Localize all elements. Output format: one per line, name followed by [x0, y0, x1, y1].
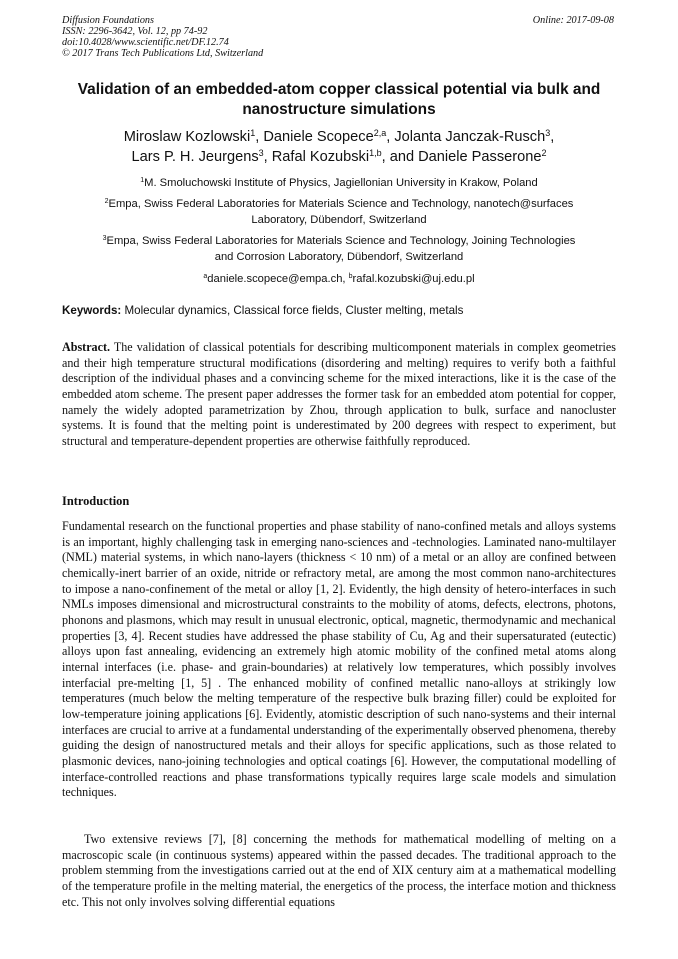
affiliation-sup: 2	[104, 198, 109, 205]
author-separator: ,	[263, 149, 272, 165]
author-name: Lars P. H. Jeurgens	[131, 149, 259, 165]
journal-name: Diffusion Foundations	[62, 15, 154, 26]
affiliation-line	[62, 197, 616, 213]
paper-title	[62, 80, 616, 120]
abstract	[62, 340, 616, 450]
intro-paragraph-1: Fundamental research on the functional properties and phase stability of nano-confined metals and alloys systems is an important, highly challenging task in emerging nano-sciences and -technologies. Laminated nano-multilayer (NML) material systems, in which nano-layers (thickness < 10 nm) of a metal or an alloy are confined between chemically-inert barrier of an oxide, nitride or refractory metal, are among the most common nano-architectures to impose a nano-confinement of the metal or alloy [1, 2]. Evidently, the high density of hetero-interfaces in such NMLs imposes dimensional and microstructural constraints to the mobility of atoms, defects, electrons, photons, phonons and plasmons, which may result in unusual electronic, optical, magnetic, thermodynamic and mechanical properties [3, 4]. Recent studies have addressed the phase stability of Cu, Ag and their supersaturated (eutectic) alloys upon fast annealing, evidencing an extremely high atomic mobility of the confined metal atoms along internal interfaces (i.e. phase- and grain-boundaries) at relatively low temperatures, which possibly involves interfacial pre-melting [1, 5] . The enhanced mobility of confined metallic nano-alloys at strikingly low temperatures (much below the melting temperature of the respective bulk brazing filler) could be exploited for low-temperature joining applications [6]. Evidently, atomistic description of such nano-systems and their internal interfaces are crucial to arrive at a fundamental understanding of the experimentally observed phenomena, thereby guiding the design of nanostructured metals and their alloys for specific applications, such as those related to plasmonic devices, nano-joining technologies and optical coatings [6]. However, the computational modelling of interface-controlled reactions and phase transformations typically requires large scale models and simulation techniques.	[62, 519, 616, 800]
affiliation-sup: 3	[102, 235, 107, 242]
email-b: rafal.kozubski@uj.edu.pl	[352, 273, 475, 285]
intro-paragraph-2: Two extensive reviews [7], [8] concerning the methods for mathematical modelling of melting on a macroscopic scale (in continuous systems) appeared within the passed decades. The traditional approach to the problem stemming from the investigations carried out at the end of XIX century aim at a mathematical modelling of the temperature profile in the melting material, the energetics of the process, the interface motion and thickness etc. This not only involves solving differential equations	[62, 832, 616, 909]
author-emails	[62, 272, 616, 288]
email-sup: b	[348, 273, 353, 280]
author-affil-sup: 1	[250, 128, 256, 138]
email-sup: a	[203, 273, 208, 280]
affiliation-text: M. Smoluchowski Institute of Physics, Jagiellonian University in Krakow, Poland	[144, 177, 538, 189]
author-affil-sup: 1,b	[369, 148, 382, 158]
author-separator: , and	[381, 149, 419, 165]
author-affil-sup: 2	[541, 148, 547, 158]
title-line-2: nanostructure simulations	[242, 101, 436, 118]
affiliation-line: Laboratory, Dübendorf, Switzerland	[251, 213, 427, 226]
keywords-text: Molecular dynamics, Classical force fields, Cluster melting, metals	[121, 304, 464, 317]
author-affil-sup: 2,a	[373, 128, 387, 138]
email-a: daniele.scopece@empa.ch,	[207, 273, 349, 285]
author-name: Daniele Scopece	[263, 129, 374, 145]
author-separator: ,	[386, 129, 395, 145]
online-date: Online: 2017-09-08	[532, 15, 614, 26]
author-name: Jolanta Janczak-Rusch	[394, 129, 546, 145]
affiliation-2	[62, 197, 616, 228]
author-name: Miroslaw Kozlowski	[123, 129, 251, 145]
author-separator: ,	[255, 129, 264, 145]
journal-doi: doi:10.4028/www.scientific.net/DF.12.74	[62, 37, 229, 48]
author-list	[62, 127, 616, 167]
author-affil-sup: 3	[545, 128, 551, 138]
keywords	[62, 303, 616, 318]
author-affil-sup: 3	[258, 148, 264, 158]
journal-copyright: © 2017 Trans Tech Publications Ltd, Switzerland	[62, 48, 264, 59]
journal-header	[62, 15, 263, 59]
author-line-1	[62, 127, 616, 147]
abstract-label: Abstract.	[62, 340, 111, 354]
author-name: Rafal Kozubski	[271, 149, 370, 165]
keywords-label: Keywords:	[62, 304, 122, 317]
journal-issn: ISSN: 2296-3642, Vol. 12, pp 74-92	[62, 26, 208, 37]
affiliation-text: Empa, Swiss Federal Laboratories for Materials Science and Technology, nanotech@surfaces	[108, 198, 574, 210]
affiliation-sup: 1	[140, 177, 145, 184]
affiliation-1	[62, 176, 616, 192]
affiliation-text: Empa, Swiss Federal Laboratories for Materials Science and Technology, Joining Technologies	[106, 235, 576, 247]
affiliation-3	[62, 234, 616, 265]
abstract-text: The validation of classical potentials for describing multicomponent materials in complex geometries and their high temperature structural modifications (disordering and melting) requires to verify both a faithful description of the individual phases and a convincing scheme for the mixed interactions, like it is the case of the embedded atom scheme. The present paper addresses the former task for an embedded atom potential for copper, namely the widely adopted parametrization by Zhou, through application to bulk, surface and nanocluster systems. It is found that the melting point is underestimated by 200 degrees with respect to experiment, but structural and temperature-dependent properties are otherwise faithfully reproduced.	[62, 340, 616, 448]
affiliation-line: and Corrosion Laboratory, Dübendorf, Switzerland	[214, 250, 464, 263]
affiliation-line	[62, 234, 616, 250]
title-line-1: Validation of an embedded-atom copper classical potential via bulk and	[77, 81, 601, 98]
section-heading-introduction: Introduction	[62, 494, 130, 508]
author-name: Daniele Passerone	[418, 149, 542, 165]
author-separator: ,	[550, 129, 555, 145]
author-line-2	[62, 147, 616, 167]
